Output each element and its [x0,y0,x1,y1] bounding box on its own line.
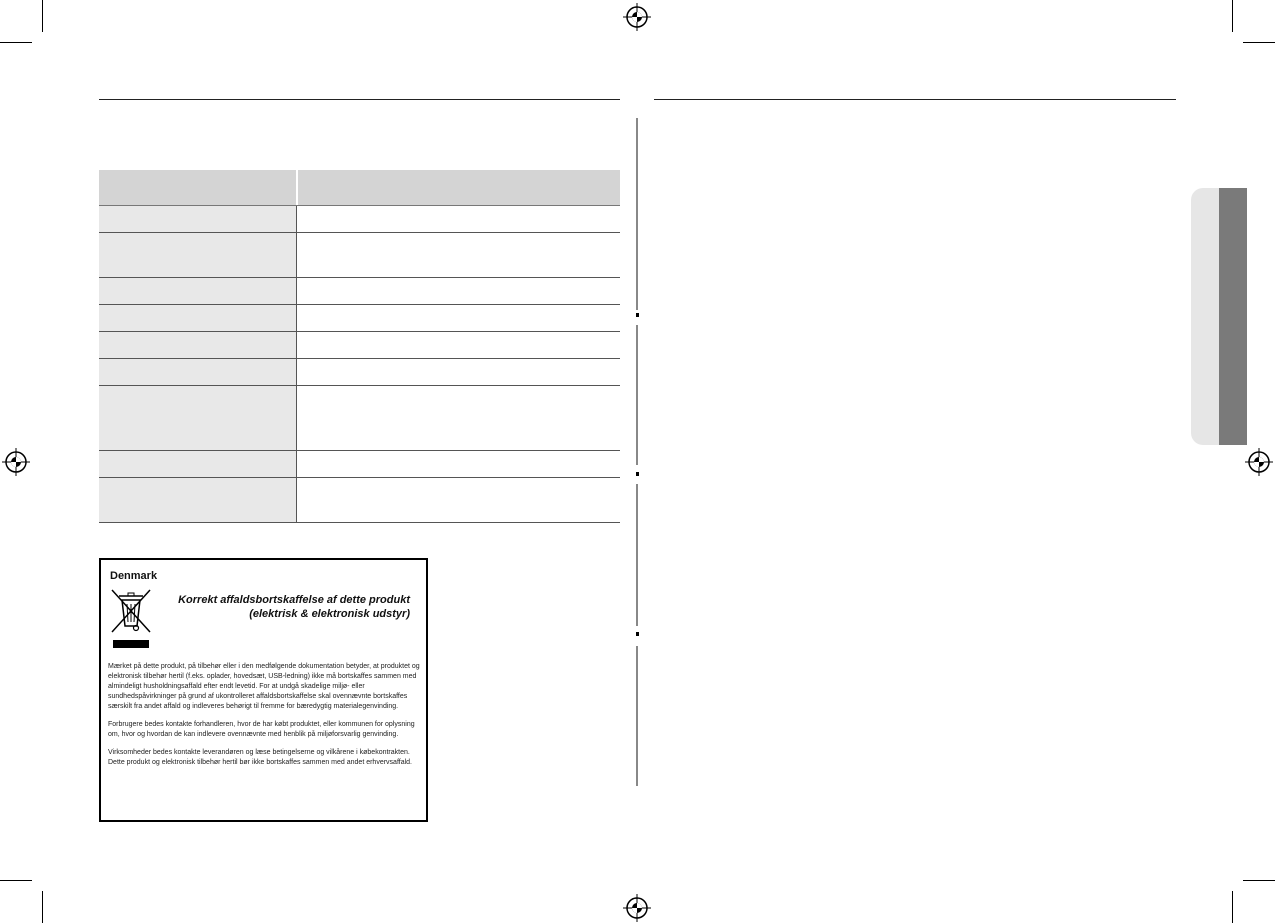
table-row [99,359,620,386]
crop-mark [0,880,32,881]
table-value-cell [297,359,620,385]
table-label-cell [99,233,297,277]
page-gutter-line [636,484,638,626]
table-label-cell [99,359,297,385]
page-gutter-line [636,325,638,465]
table-value-cell [297,386,620,450]
table-label-cell [99,305,297,331]
registration-mark-icon [1,447,31,477]
notice-title-line-1: Korrekt affaldsbortskaffelse af dette produkt [178,594,410,606]
crop-mark [1243,42,1275,43]
crop-mark [1232,891,1233,923]
table-row [99,478,620,523]
table-value-cell [297,451,620,477]
side-section-tab [1191,188,1219,445]
table-label-cell [99,206,297,232]
page-gutter-line [636,118,638,310]
notice-paragraph: Forbrugere bedes kontakte forhandleren, hvor de har købt produktet, eller kommunen for oplysning om, hvor og hvordan de kan indlevere ovennævnte med henblik på miljøforsvarlig genvinding. [108,721,415,738]
table-row [99,386,620,451]
crop-mark [1232,0,1233,32]
crop-mark [42,0,43,32]
table-value-cell [297,305,620,331]
table-row [99,206,620,233]
registration-mark-icon [1244,447,1274,477]
specifications-table [99,170,620,523]
table-label-cell [99,332,297,358]
crop-mark [42,891,43,923]
table-row [99,278,620,305]
gutter-tick [636,472,639,476]
notice-country: Denmark [110,570,158,582]
table-value-cell [297,332,620,358]
table-row [99,451,620,478]
weee-disposal-notice [99,558,428,822]
left-page-header-rule [99,99,620,100]
table-label-cell [99,451,297,477]
table-label-cell [99,278,297,304]
table-header-cell [99,170,298,205]
gutter-tick [636,313,639,317]
notice-paragraph: Virksomheder bedes kontakte leverandøren og læse betingelserne og vilkårene i købekontrakten. Dette produkt og elektronisk tilbehør hertil bør ikke bortskaffes sammen med andet erhvervsaffald. [108,749,412,766]
notice-title-line-2: (elektrisk & elektronisk udstyr) [249,608,410,620]
gutter-tick [636,632,639,636]
table-row [99,233,620,278]
table-header-row [99,170,620,206]
crop-mark [1243,880,1275,881]
table-value-cell [297,233,620,277]
notice-body [108,662,426,776]
side-section-tab-band [1219,188,1247,445]
table-label-cell [99,478,297,522]
notice-title [160,593,410,621]
table-value-cell [297,478,620,522]
crop-mark [0,42,32,43]
table-label-cell [99,386,297,450]
right-page-header-rule [654,99,1176,100]
registration-mark-icon [622,893,652,923]
crossed-out-wheelie-bin-icon [110,588,152,650]
registration-mark-icon [622,2,652,32]
table-row [99,305,620,332]
notice-paragraph: Mærket på dette produkt, på tilbehør eller i den medfølgende dokumentation betyder, at produktet og elektronisk tilbehør hertil (f.eks. oplader, hovedsæt, USB-ledning) ikke må bortskaffes sammen med almindeligt husholdningsaffald efter endt levetid. For at undgå skadelige miljø- eller sundhedspåvirkninger på grund af ukontrolleret affaldsbortskaffelse skal ovennævnte bortskaffes særskilt fra andet affald og indleveres behørigt til fremme for bæredygtig materialegenvinding. [108,663,420,710]
table-value-cell [297,278,620,304]
table-row [99,332,620,359]
table-value-cell [297,206,620,232]
page-gutter-line [636,646,638,786]
